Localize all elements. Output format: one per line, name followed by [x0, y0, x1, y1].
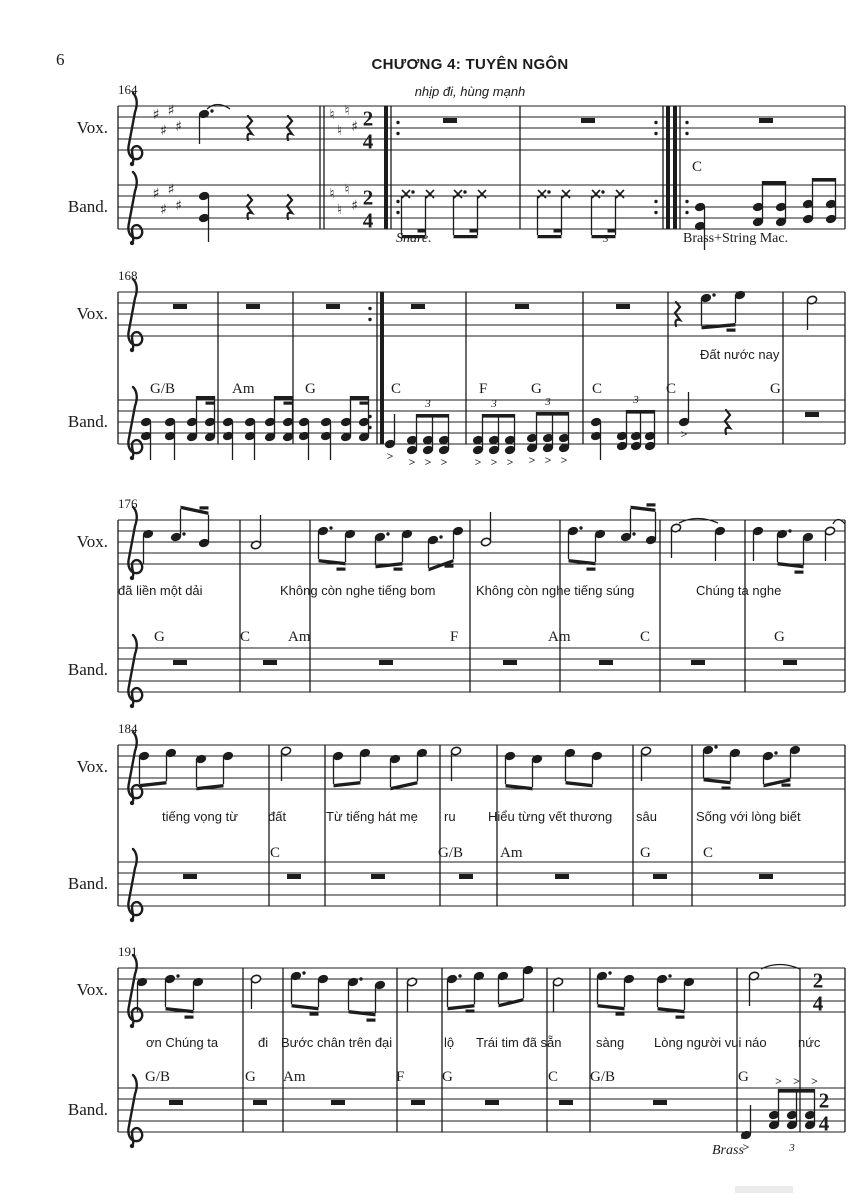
system-164-notation [118, 48, 850, 249]
chord-label: G/B [438, 845, 464, 861]
svg-text:>: > [560, 453, 568, 467]
chord-label: G [245, 1069, 256, 1085]
annotation-text: 3 [603, 233, 609, 245]
annotation-text: Brass [712, 1143, 744, 1158]
chord-label: Am [500, 845, 523, 861]
measure-number: 176 [118, 496, 138, 511]
staff-label-band: Band. [67, 197, 108, 216]
lyric-text: sâu [636, 809, 657, 824]
svg-text:>: > [408, 455, 416, 469]
chord-label: G [305, 381, 316, 397]
chord-label: Am [232, 381, 255, 397]
annotation-text: Brass+String Mac. [683, 231, 789, 246]
svg-text:♯: ♯ [160, 123, 167, 139]
svg-text:>: > [528, 453, 536, 467]
chord-label: G [531, 381, 542, 397]
page-title: CHƯƠNG 4: TUYÊN NGÔN [371, 56, 569, 73]
svg-text:4: 4 [362, 129, 374, 154]
annotation-text: Snare. [396, 231, 432, 246]
staff-label-vox: Vox. [76, 757, 108, 776]
svg-text:♮: ♮ [344, 182, 350, 198]
svg-text:2: 2 [362, 106, 374, 131]
lyric-text: Từ tiếng hát mẹ [326, 809, 418, 824]
svg-text:>: > [386, 449, 394, 463]
measure-number: 164 [118, 82, 138, 97]
lyric-text: Chúng ta nghe [696, 583, 782, 598]
svg-text:>: > [775, 1074, 782, 1088]
staff-label-vox: Vox. [76, 304, 108, 323]
lyric-text: Bước chân trên đại [281, 1035, 393, 1050]
svg-text:2: 2 [362, 185, 374, 210]
svg-text:♯: ♯ [152, 107, 160, 123]
chord-label: C [391, 381, 402, 397]
svg-text:4: 4 [818, 1111, 830, 1136]
svg-text:>: > [506, 455, 514, 469]
lyric-text: Lòng người vui náo [654, 1035, 767, 1050]
chord-label: Am [283, 1069, 306, 1085]
lyric-text: đi [258, 1035, 269, 1050]
tempo-marking: nhịp đi, hùng mạnh [414, 84, 526, 99]
chord-label: F [450, 629, 459, 645]
lyric-text: ru [444, 809, 456, 824]
svg-text:>: > [490, 455, 498, 469]
svg-text:4: 4 [812, 991, 824, 1016]
staff-label-vox: Vox. [76, 118, 108, 137]
chord-label: C [240, 629, 251, 645]
svg-text:>: > [680, 427, 688, 441]
chord-label: G [442, 1069, 453, 1085]
svg-text:♮: ♮ [336, 123, 343, 139]
system-184-notation [118, 687, 850, 926]
chord-label: G [770, 381, 781, 397]
chord-label: C [703, 845, 714, 861]
svg-text:♯: ♯ [175, 119, 182, 135]
staff-label-band: Band. [67, 874, 108, 893]
svg-text:♮: ♮ [336, 202, 343, 218]
lyric-text: Không còn nghe tiếng súng [476, 583, 635, 598]
system-191-notation [118, 910, 850, 1152]
lyric-text: Không còn nghe tiếng bom [280, 583, 436, 598]
svg-text:4: 4 [362, 208, 374, 233]
svg-text:>: > [474, 455, 482, 469]
lyric-text: Trái tim đã sẵn [476, 1035, 562, 1050]
svg-text:♯: ♯ [175, 198, 182, 214]
svg-text:3: 3 [789, 1142, 795, 1154]
chord-label: F [479, 381, 488, 397]
measure-number: 184 [118, 721, 138, 736]
chord-label: C [666, 381, 677, 397]
measure-number: 168 [118, 268, 138, 283]
chord-label: C [640, 629, 651, 645]
chord-label: G [774, 629, 785, 645]
staff-label-band: Band. [67, 660, 108, 679]
svg-text:3: 3 [491, 398, 497, 410]
lyric-text: ơn Chúng ta [146, 1035, 219, 1050]
svg-text:♯: ♯ [167, 182, 175, 198]
scan-artifact [735, 1186, 793, 1193]
svg-text:♮: ♮ [329, 186, 335, 202]
svg-text:>: > [811, 1074, 818, 1088]
staff-label-vox: Vox. [76, 980, 108, 999]
lyric-text: tiếng vọng từ [162, 809, 238, 824]
chord-label: G [154, 629, 165, 645]
chord-label: G/B [150, 381, 176, 397]
svg-text:3: 3 [425, 398, 431, 410]
svg-text:2: 2 [812, 968, 824, 993]
svg-text:>: > [544, 453, 552, 467]
svg-text:♯: ♯ [167, 103, 175, 119]
lyric-text: đất [268, 809, 287, 824]
lyric-text: Đất nước nay [700, 347, 780, 362]
measure-number: 191 [118, 944, 138, 959]
chord-label: G [738, 1069, 749, 1085]
svg-text:>: > [742, 1140, 750, 1154]
staff-label-band: Band. [67, 1100, 108, 1119]
staff-label-band: Band. [67, 412, 108, 431]
svg-text:3: 3 [633, 394, 639, 406]
lyric-text: sàng [596, 1035, 625, 1050]
chord-label: C [548, 1069, 559, 1085]
svg-text:>: > [793, 1074, 800, 1088]
svg-text:♯: ♯ [351, 198, 358, 214]
chord-label: C [592, 381, 603, 397]
svg-text:2: 2 [818, 1088, 830, 1113]
chord-label: C [692, 159, 703, 175]
svg-text:♯: ♯ [351, 119, 358, 135]
svg-text:♮: ♮ [329, 107, 335, 123]
lyric-text: đã liền một dải [118, 583, 203, 598]
chord-label: G [640, 845, 651, 861]
chord-label: F [396, 1069, 405, 1085]
svg-text:♯: ♯ [152, 186, 160, 202]
svg-text:>: > [440, 455, 448, 469]
page-number: 6 [56, 50, 65, 69]
svg-text:♮: ♮ [344, 103, 350, 119]
svg-text:>: > [424, 455, 432, 469]
chord-label: G/B [590, 1069, 616, 1085]
lyric-text: Sống với lòng biết [696, 809, 801, 824]
lyric-text: lộ [444, 1035, 455, 1050]
lyric-text: Hiểu từng vết thương [488, 809, 613, 824]
annotation-text: 3 [741, 1130, 747, 1142]
chord-label: Am [288, 629, 311, 645]
lyric-text: nức [798, 1035, 821, 1050]
chord-label: C [270, 845, 281, 861]
chord-label: Am [548, 629, 571, 645]
svg-text:♯: ♯ [160, 202, 167, 218]
chord-label: G/B [145, 1069, 171, 1085]
svg-text:3: 3 [545, 396, 551, 408]
staff-label-vox: Vox. [76, 532, 108, 551]
